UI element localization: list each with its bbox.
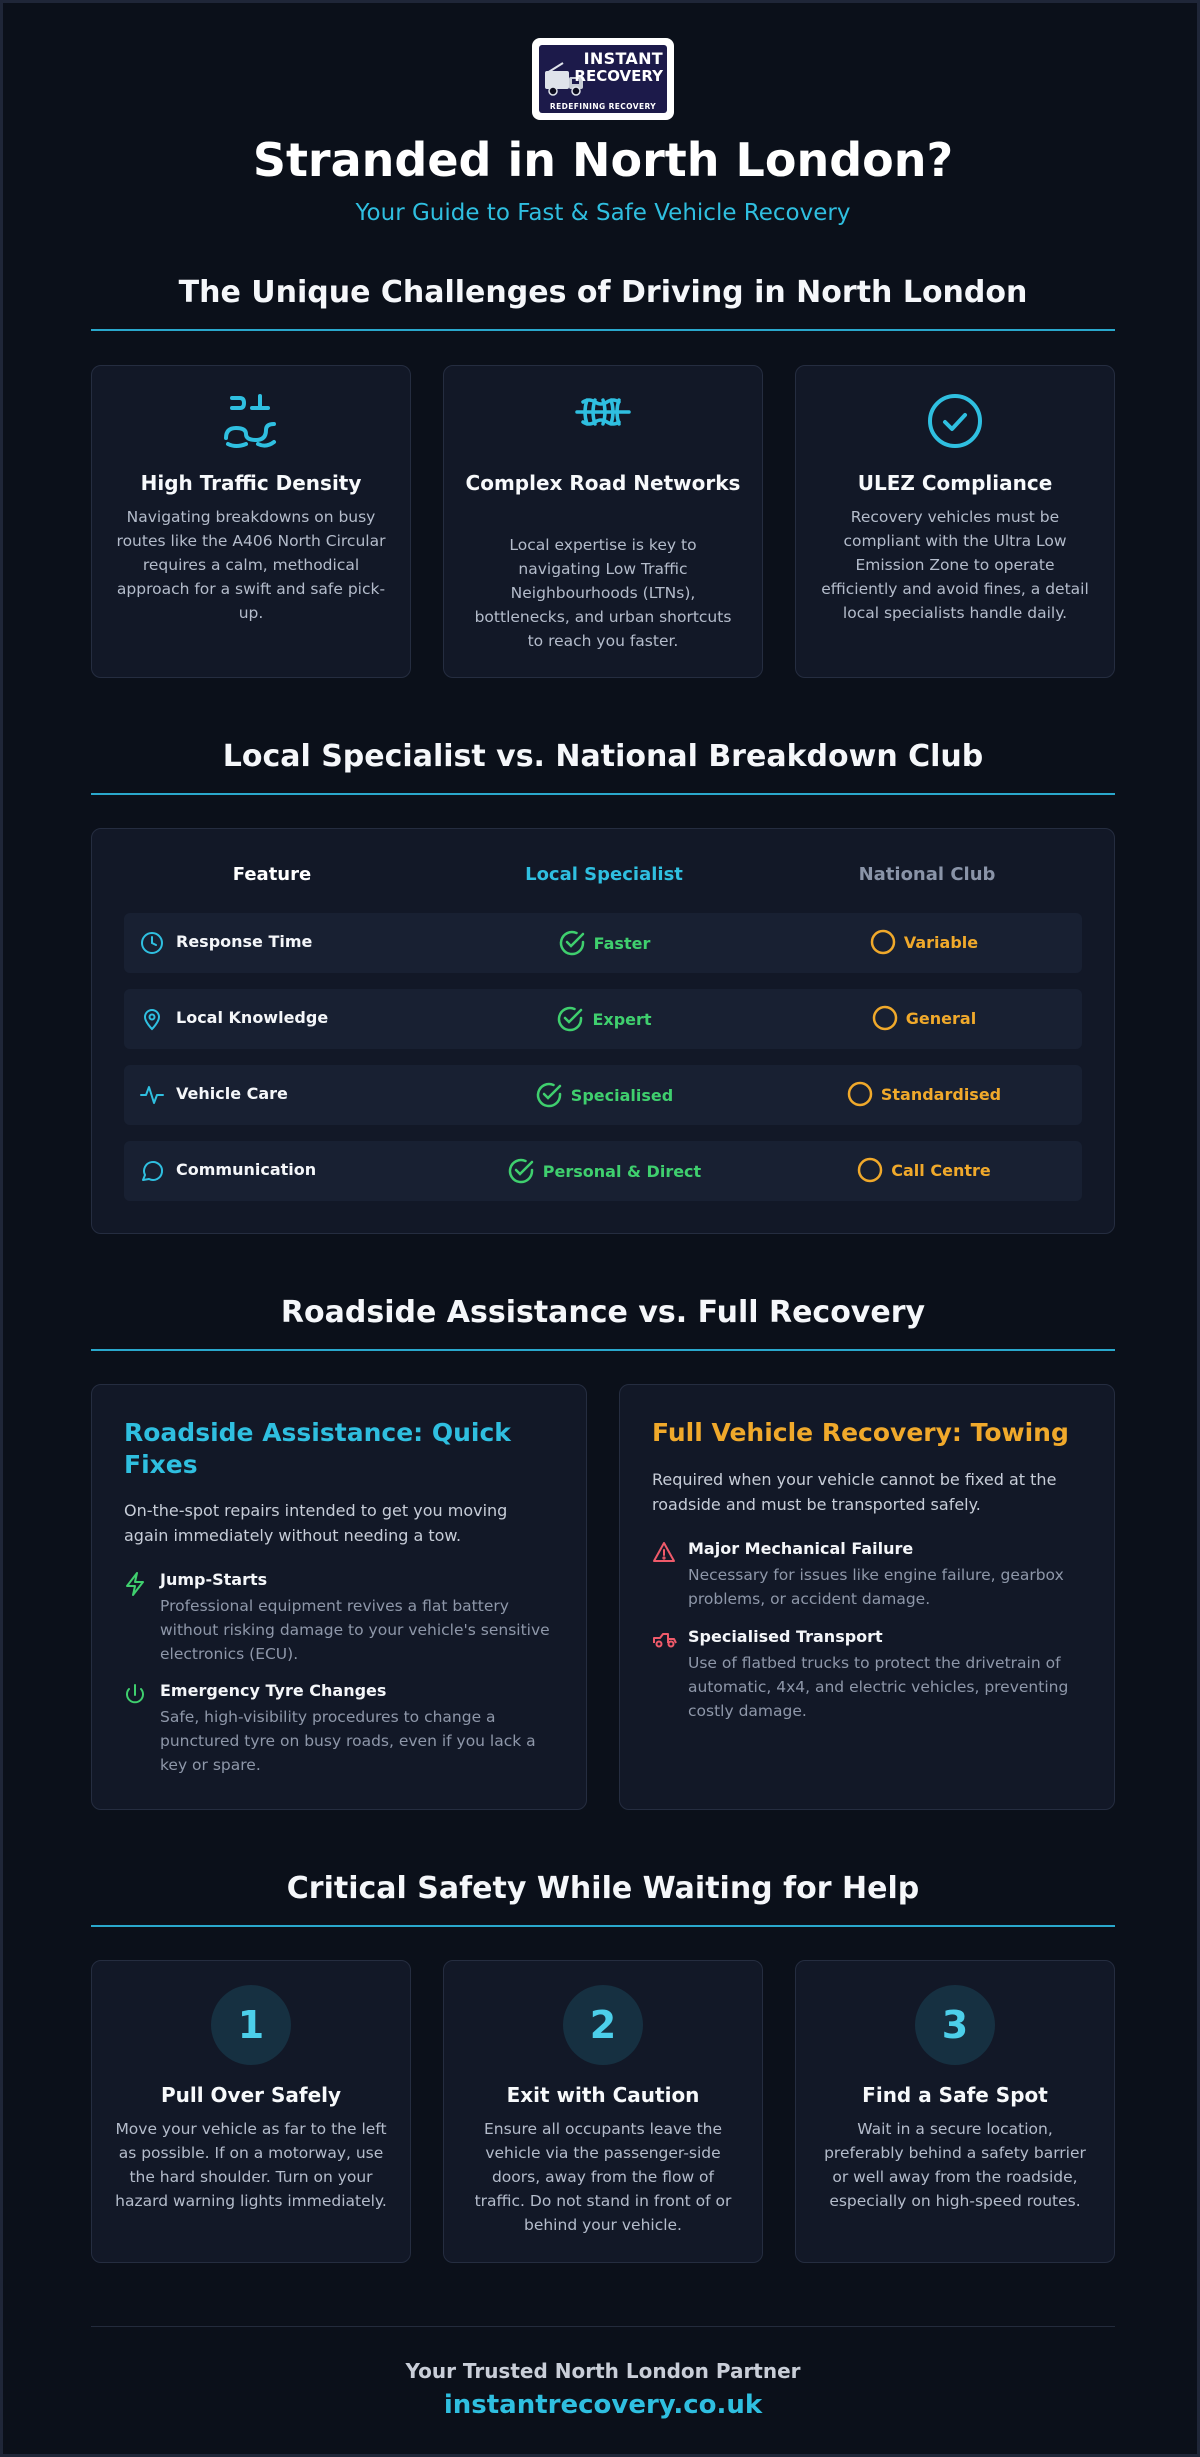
card-text: Local expertise is key to navigating Low Traffic Neighbourhoods (LTNs), bottlenecks, and urban shortcuts to reach you faster.	[474, 536, 732, 650]
item-title: Specialised Transport	[688, 1627, 883, 1646]
page-title: Stranded in North London?	[252, 133, 954, 187]
assist-title: Roadside Assistance vs. Full Recovery	[280, 1295, 926, 1330]
circle-icon	[870, 929, 896, 955]
check-icon	[507, 1157, 535, 1185]
roadside-title: Roadside Assistance: Quick Fixes	[124, 1418, 511, 1479]
clock-icon	[140, 931, 164, 959]
warning-icon	[652, 1541, 676, 1567]
step-title: Exit with Caution	[506, 2083, 700, 2107]
circle-icon	[847, 1081, 873, 1107]
section-divider	[91, 1349, 1115, 1351]
safety-step	[795, 1960, 1115, 2263]
step-title: Find a Safe Spot	[862, 2083, 1048, 2107]
row-local-value: Specialised	[570, 1085, 674, 1105]
item-text: Safe, high-visibility procedures to change a punctured tyre on busy roads, even if you lack a key or spare.	[160, 1708, 536, 1774]
step-number: 2	[563, 1985, 643, 2065]
step-title: Pull Over Safely	[160, 2083, 342, 2107]
row-local-value: Personal & Direct	[542, 1161, 702, 1181]
roadside-card	[91, 1384, 587, 1810]
roadside-item	[124, 1681, 554, 1781]
item-title: Major Mechanical Failure	[688, 1539, 914, 1558]
footer-divider	[91, 2326, 1115, 2327]
table-row	[124, 989, 1082, 1049]
row-feature: Vehicle Care	[176, 1084, 288, 1103]
company-logo	[532, 38, 674, 120]
table-row	[124, 1141, 1082, 1201]
section-divider	[91, 1925, 1115, 1927]
check-icon	[556, 1005, 584, 1033]
column-header-feature: Feature	[232, 864, 312, 885]
card-text: Recovery vehicles must be compliant with the Ultra Low Emission Zone to operate efficiently and avoid fines, a detail local specialists handle daily.	[821, 508, 1089, 622]
footer-website-link[interactable]: instantrecovery.co.uk	[443, 2390, 763, 2420]
column-header-national: National Club	[858, 864, 996, 885]
row-local-value: Faster	[593, 933, 651, 953]
row-national-value: Variable	[903, 932, 979, 952]
logo-tagline: REDEFINING RECOVERY	[549, 102, 657, 111]
column-header-local: Local Specialist	[525, 864, 683, 885]
safety-step	[443, 1960, 763, 2263]
step-number: 3	[915, 1985, 995, 2065]
logo-line-1: INSTANT	[583, 49, 663, 68]
recovery-title: Full Vehicle Recovery: Towing	[652, 1418, 1069, 1447]
roadside-intro: On-the-spot repairs intended to get you moving again immediately without needing a tow.	[124, 1501, 508, 1545]
row-local-value: Expert	[592, 1009, 652, 1029]
recovery-item	[652, 1539, 1082, 1619]
step-text: Ensure all occupants leave the vehicle via the passenger-side doors, away from the flow of traffic. Do not stand in front of or behind your vehicle.	[474, 2120, 732, 2234]
card-title: High Traffic Density	[140, 471, 362, 495]
item-title: Jump-Starts	[160, 1570, 268, 1589]
challenge-card-traffic	[91, 365, 411, 678]
activity-icon	[140, 1083, 164, 1111]
recovery-card	[619, 1384, 1115, 1810]
step-text: Move your vehicle as far to the left as possible. If on a motorway, use the hard shoulder. Turn on your hazard warning lights immediately.	[115, 2120, 387, 2210]
footer-tagline: Your Trusted North London Partner	[405, 2359, 801, 2383]
row-national-value: General	[905, 1008, 977, 1028]
item-title: Emergency Tyre Changes	[160, 1681, 387, 1700]
chat-icon	[140, 1159, 164, 1187]
check-icon	[535, 1081, 563, 1109]
table-row	[124, 913, 1082, 973]
challenge-card-roads	[443, 365, 763, 678]
section-divider	[91, 329, 1115, 331]
circle-icon	[857, 1157, 883, 1183]
item-text: Necessary for issues like engine failure, gearbox problems, or accident damage.	[688, 1566, 1064, 1608]
check-circle-icon	[796, 392, 1114, 454]
step-text: Wait in a secure location, preferably behind a safety barrier or well away from the roadside, especially on high-speed routes.	[824, 2120, 1086, 2210]
check-icon	[558, 929, 586, 957]
step-number: 1	[211, 1985, 291, 2065]
section-divider	[91, 793, 1115, 795]
traffic-icon	[92, 388, 410, 462]
challenges-title: The Unique Challenges of Driving in North London	[178, 275, 1028, 310]
card-text: Navigating breakdowns on busy routes like the A406 North Circular requires a calm, methodical approach for a swift and safe pick-up.	[116, 508, 386, 622]
recovery-intro: Required when your vehicle cannot be fixed at the roadside and must be transported safely.	[652, 1470, 1057, 1514]
table-row	[124, 1065, 1082, 1125]
page-subtitle: Your Guide to Fast & Safe Vehicle Recovery	[355, 200, 851, 226]
safety-title: Critical Safety While Waiting for Help	[286, 1871, 920, 1906]
tow-truck-icon	[652, 1629, 678, 1653]
card-title: Complex Road Networks	[465, 471, 741, 495]
card-title: ULEZ Compliance	[857, 471, 1053, 495]
map-pin-icon	[140, 1007, 164, 1035]
power-icon	[124, 1683, 146, 1711]
circle-icon	[872, 1005, 898, 1031]
row-national-value: Call Centre	[891, 1160, 991, 1180]
row-national-value: Standardised	[880, 1084, 1002, 1104]
comparison-title: Local Specialist vs. National Breakdown Club	[222, 739, 984, 774]
row-feature: Local Knowledge	[176, 1008, 329, 1027]
recovery-item	[652, 1627, 1082, 1727]
challenge-card-ulez	[795, 365, 1115, 678]
row-feature: Communication	[176, 1160, 317, 1179]
safety-step	[91, 1960, 411, 2263]
item-text: Use of flatbed trucks to protect the drivetrain of automatic, 4x4, and electric vehicles, preventing costly damage.	[688, 1654, 1069, 1720]
row-feature: Response Time	[176, 932, 313, 951]
roadside-item	[124, 1570, 554, 1670]
logo-line-2: RECOVERY	[574, 67, 663, 85]
road-network-icon	[444, 392, 762, 436]
lightning-icon	[124, 1572, 146, 1600]
item-text: Professional equipment revives a flat battery without risking damage to your vehicle's sensitive electronics (ECU).	[160, 1597, 550, 1663]
